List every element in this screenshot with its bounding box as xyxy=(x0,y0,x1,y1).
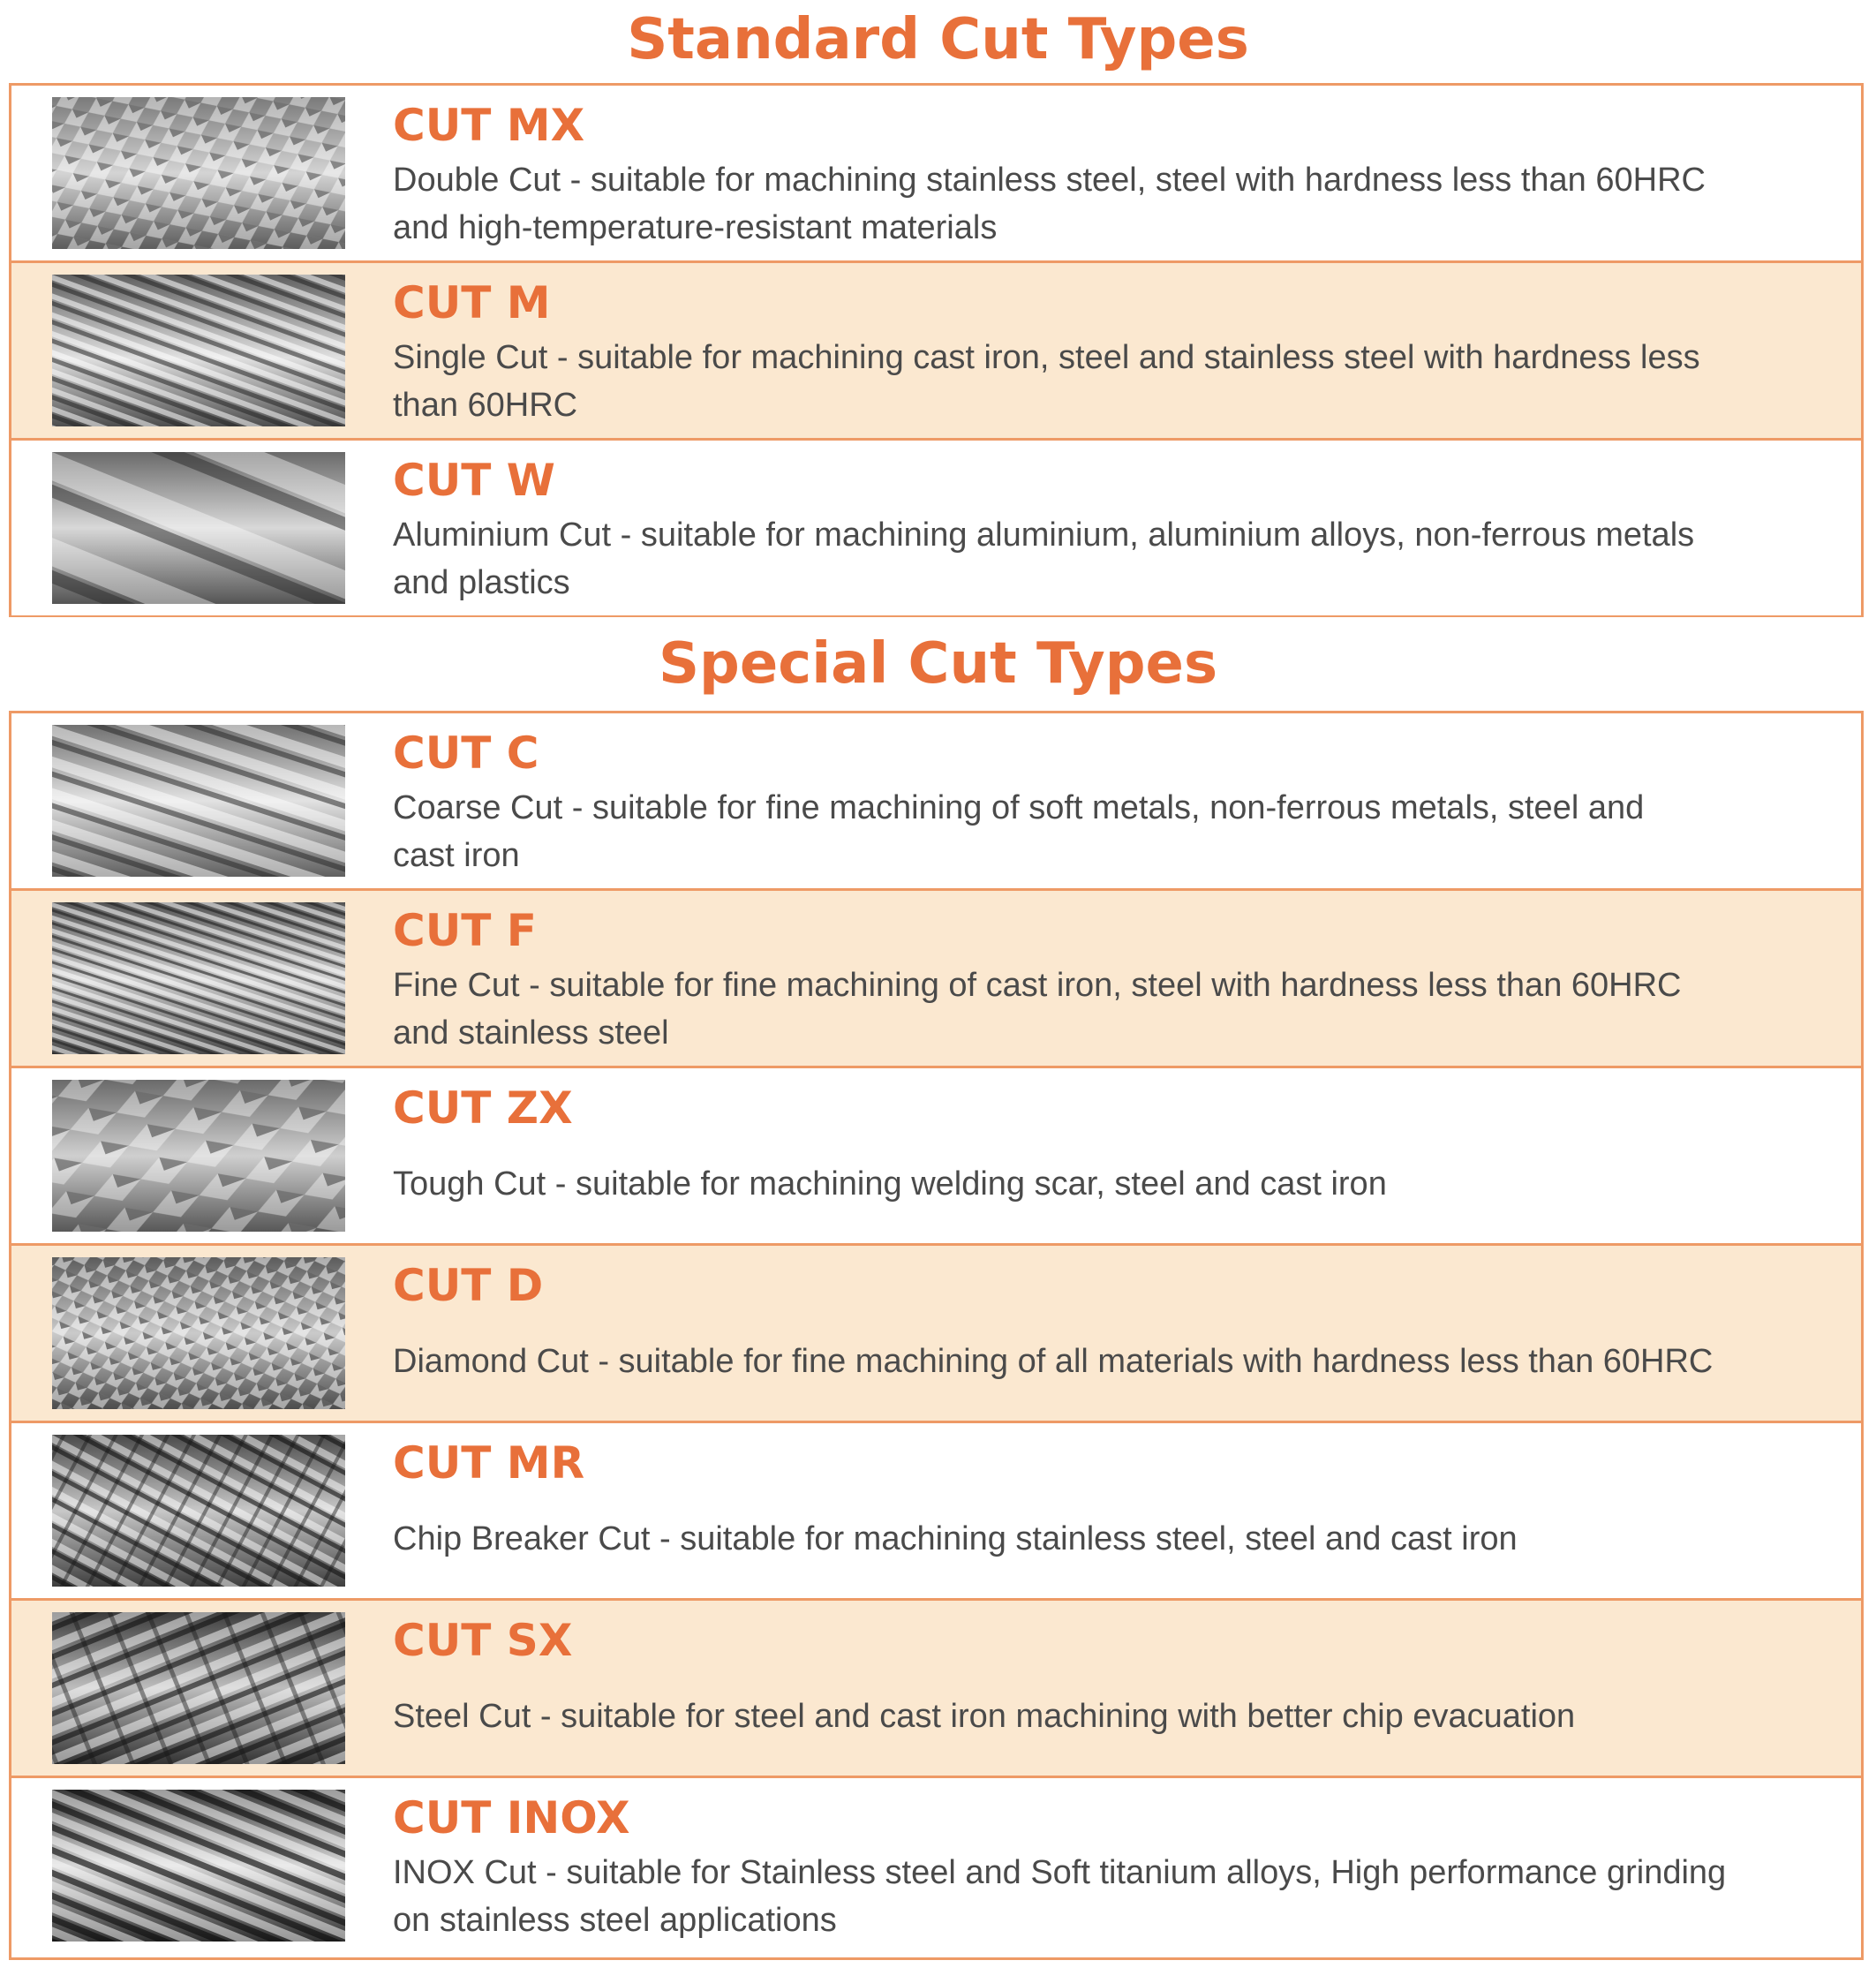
inox-cut-burr-photo xyxy=(52,1790,345,1942)
cut-row-m xyxy=(11,260,1861,438)
single-cut-burr-photo xyxy=(52,275,345,426)
special-cut-table xyxy=(9,711,1864,1960)
cut-description-line: INOX Cut - suitable for Stainless steel and Soft titanium alloys, High performance grinding xyxy=(393,1854,1727,1891)
diamond-cut-burr-photo xyxy=(52,1257,345,1409)
cut-row-c xyxy=(11,713,1861,888)
cut-row-w xyxy=(11,438,1861,615)
cut-description-line: on stainless steel applications xyxy=(393,1902,837,1939)
cut-row-f xyxy=(11,888,1861,1066)
cut-description xyxy=(393,334,1841,429)
special-cut-types-title: Special Cut Types xyxy=(658,631,1218,697)
cut-name: CUT INOX xyxy=(393,1792,630,1844)
cut-row-sx xyxy=(11,1598,1861,1776)
cut-description xyxy=(393,1693,1841,1740)
tough-cut-burr-photo xyxy=(52,1080,345,1232)
steel-cut-burr-photo xyxy=(52,1612,345,1764)
cut-row-mr xyxy=(11,1421,1861,1598)
cut-description-line: Fine Cut - suitable for fine machining of cast iron, steel with hardness less than 60HRC xyxy=(393,967,1682,1004)
cut-row-mx xyxy=(11,86,1861,260)
cut-description-line: Single Cut - suitable for machining cast iron, steel and stainless steel with hardness less xyxy=(393,339,1700,376)
cut-name: CUT ZX xyxy=(393,1082,573,1134)
cut-description xyxy=(393,156,1841,252)
cut-row-d xyxy=(11,1243,1861,1421)
cut-name: CUT SX xyxy=(393,1615,573,1666)
coarse-cut-burr-photo xyxy=(52,725,345,877)
cut-name: CUT MR xyxy=(393,1437,585,1489)
cut-description-line: Chip Breaker Cut - suitable for machining stainless steel, steel and cast iron xyxy=(393,1520,1518,1557)
cut-name: CUT MX xyxy=(393,100,585,151)
cut-name: CUT M xyxy=(393,277,551,328)
fine-cut-burr-photo xyxy=(52,902,345,1054)
cut-description xyxy=(393,511,1841,607)
cut-description-line: Tough Cut - suitable for machining welding scar, steel and cast iron xyxy=(393,1165,1387,1203)
standard-cut-table xyxy=(9,83,1864,617)
standard-cut-types-title: Standard Cut Types xyxy=(627,7,1249,72)
cut-description-line: and high-temperature-resistant materials xyxy=(393,209,998,246)
cut-description xyxy=(393,1338,1841,1385)
cut-name: CUT C xyxy=(393,728,539,779)
cut-description-line: and stainless steel xyxy=(393,1014,669,1052)
cut-row-zx xyxy=(11,1066,1861,1243)
cut-description-line: Diamond Cut - suitable for fine machining of all materials with hardness less than 60HRC xyxy=(393,1343,1714,1380)
cut-description xyxy=(393,784,1841,879)
cut-description-line: cast iron xyxy=(393,837,520,874)
cut-description xyxy=(393,1515,1841,1563)
cut-description-line: Double Cut - suitable for machining stainless steel, steel with hardness less than 60HRC xyxy=(393,162,1706,199)
cut-row-inox xyxy=(11,1776,1861,1953)
cut-description-line: and plastics xyxy=(393,564,570,601)
aluminium-cut-burr-photo xyxy=(52,452,345,604)
cut-description-line: Aluminium Cut - suitable for machining aluminium, aluminium alloys, non-ferrous metals xyxy=(393,517,1695,554)
cut-description xyxy=(393,1160,1841,1208)
cut-description xyxy=(393,961,1841,1057)
cut-name: CUT W xyxy=(393,455,555,506)
cut-description-line: Steel Cut - suitable for steel and cast iron machining with better chip evacuation xyxy=(393,1698,1576,1735)
cut-description-line: Coarse Cut - suitable for fine machining of soft metals, non-ferrous metals, steel and xyxy=(393,789,1645,826)
cut-name: CUT F xyxy=(393,905,537,956)
cut-description xyxy=(393,1849,1841,1944)
cut-name: CUT D xyxy=(393,1260,544,1311)
double-cut-burr-photo xyxy=(52,97,345,249)
chip-breaker-cut-burr-photo xyxy=(52,1435,345,1587)
cut-description-line: than 60HRC xyxy=(393,387,578,424)
